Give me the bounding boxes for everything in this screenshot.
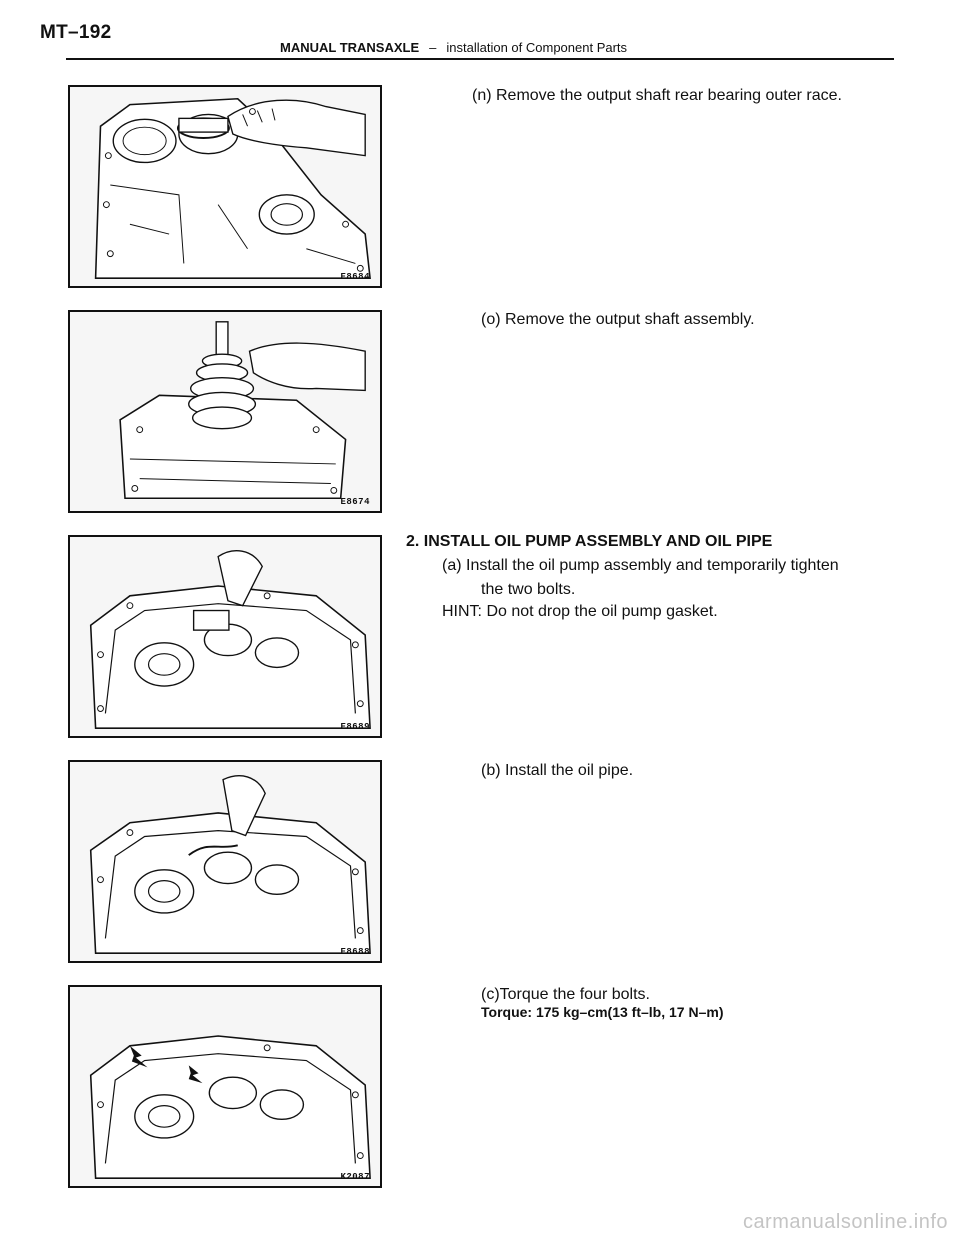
figure-code: E8688 — [340, 947, 370, 957]
step-a-line1: (a) Install the oil pump assembly and temporarily tighten — [442, 557, 839, 574]
torque-spec: Torque: 175 kg–cm(13 ft–lb, 17 N–m) — [481, 1004, 724, 1020]
hint-text: HINT: Do not drop the oil pump gasket. — [442, 603, 718, 620]
figure-output-shaft-removal — [68, 310, 382, 513]
step-n: (n) Remove the output shaft rear bearing outer race. — [472, 87, 842, 104]
oil-pipe-illustration — [70, 762, 380, 961]
section-2-heading: 2. INSTALL OIL PUMP ASSEMBLY AND OIL PIPE — [406, 533, 773, 550]
header-section: MANUAL TRANSAXLE — [280, 40, 420, 55]
figure-code: E8674 — [340, 497, 370, 507]
transaxle-case-illustration — [70, 87, 380, 286]
step-b: (b) Install the oil pipe. — [481, 762, 634, 779]
step-o: (o) Remove the output shaft assembly. — [481, 311, 755, 328]
step-a-line2: the two bolts. — [481, 581, 576, 598]
header-rule — [66, 58, 894, 60]
output-shaft-illustration — [70, 312, 380, 511]
header-subsection: installation of Component Parts — [446, 40, 628, 55]
figure-oil-pipe-install — [68, 760, 382, 963]
header-separator: – — [429, 40, 437, 55]
figure-torque-bolts — [68, 985, 382, 1188]
oil-pump-illustration — [70, 537, 380, 736]
figure-code: K2087 — [340, 1172, 370, 1182]
header-title — [280, 40, 627, 55]
page-number: MT–192 — [40, 22, 112, 43]
watermark: carmanualsonline.info — [742, 1211, 948, 1233]
figure-code: E8684 — [340, 272, 370, 282]
figure-bearing-race-removal — [68, 85, 382, 288]
figure-code: E8689 — [340, 722, 370, 732]
step-c: (c)Torque the four bolts. — [481, 986, 650, 1003]
figure-oil-pump-install — [68, 535, 382, 738]
torque-bolts-illustration — [70, 987, 380, 1186]
